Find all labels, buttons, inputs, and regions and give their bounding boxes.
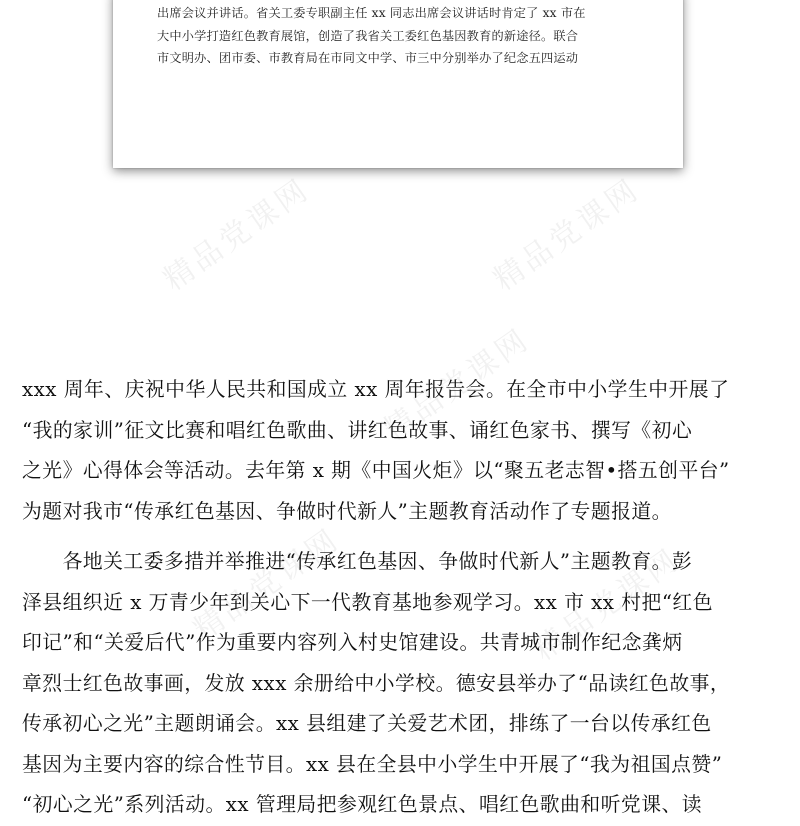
document-body xyxy=(22,370,762,826)
body-line: “我的家训”征文比赛和唱红色歌曲、讲红色故事、诵红色家书、撰写《初心 xyxy=(22,418,693,442)
body-line: 基因为主要内容的综合性节目。xx 县在全县中小学生中开展了“我为祖国点赞” xyxy=(22,752,723,776)
paragraph-gap xyxy=(22,532,762,542)
body-line: xxx 周年、庆祝中华人民共和国成立 xx 周年报告会。在全市中小学生中开展了 xyxy=(22,378,730,401)
body-line: 各地关工委多措并举推进“传承红色基因、争做时代新人”主题教育。彭 xyxy=(22,550,693,573)
body-line: 之光》心得体会等活动。去年第 x 期《中国火炬》以“聚五老志智•搭五创平台” xyxy=(22,459,730,482)
watermark-2: 精品党课网 xyxy=(487,171,647,298)
watermark-1: 精品党课网 xyxy=(157,171,317,298)
watermark-4: 精品党课网 xyxy=(527,541,687,668)
page-preview-card xyxy=(113,0,683,168)
body-line: 印记”和“关爱后代”作为重要内容列入村史馆建设。共青城市制作纪念龚炳 xyxy=(22,631,683,654)
preview-line: 出席会议并讲话。省关工委专职副主任 xx 同志出席会议讲话时肯定了 xx 市在 xyxy=(157,6,586,20)
watermark-5: 精品党课网 xyxy=(187,521,347,648)
paragraph-2 xyxy=(22,542,762,826)
preview-line: 大中小学打造红色教育展馆，创造了我省关工委红色基因教育的新途径。联合 xyxy=(157,28,579,43)
body-line: 传承初心之光”主题朗诵会。xx 县组建了关爱艺术团，排练了一台以传承红色 xyxy=(22,712,712,735)
body-line: 为题对我市“传承红色基因、争做时代新人”主题教育活动作了专题报道。 xyxy=(22,499,672,523)
paragraph-1 xyxy=(22,370,762,532)
preview-line: 市文明办、团市委、市教育局在市同文中学、市三中分别举办了纪念五四运动 xyxy=(157,51,579,65)
watermark-3: 精品党课网 xyxy=(377,321,537,448)
body-line: “初心之光”系列活动。xx 管理局把参观红色景点、唱红色歌曲和听党课、读 xyxy=(22,793,703,816)
body-line: 章烈士红色故事画，发放 xxx 余册给中小学校。德安县举办了“品读红色故事， xyxy=(22,671,731,695)
preview-text xyxy=(157,2,643,70)
body-line: 泽县组织近 x 万青少年到关心下一代教育基地参观学习。xx 市 xx 村把“红色 xyxy=(22,590,713,614)
